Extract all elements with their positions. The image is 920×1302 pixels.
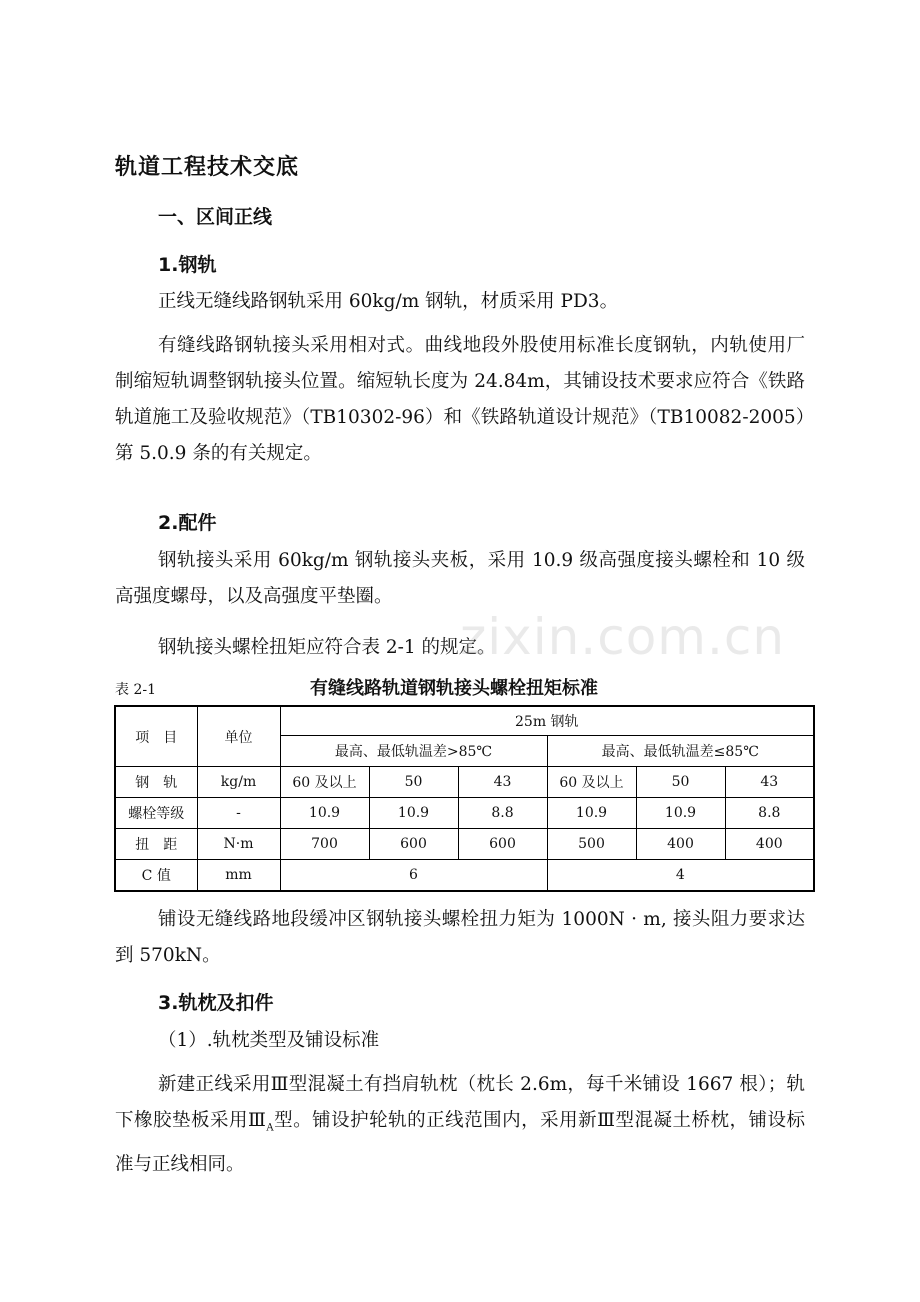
- header-unit: 单位: [197, 706, 280, 767]
- row-label: 螺栓等级: [115, 798, 197, 829]
- table-cell: 700: [280, 829, 369, 860]
- row-unit: -: [197, 798, 280, 829]
- paragraph-4: 钢轨接头螺栓扭矩应符合表 2-1 的规定。: [158, 637, 496, 658]
- table-caption: 有缝线路轨道钢轨接头螺栓扭矩标准: [310, 678, 598, 699]
- document-title: 轨道工程技术交底: [115, 155, 300, 180]
- paragraph-7-subscript: A: [266, 1122, 274, 1134]
- watermark: zixin.com.cn: [460, 608, 786, 666]
- table-cell: 60 及以上: [280, 767, 369, 798]
- table-cell: 50: [636, 767, 725, 798]
- paragraph-7-text: 新建正线采用Ⅲ型混凝土有挡肩轨枕（枕长 2.6m，每千米铺设 1667 根）；轨下橡胶垫板采用Ⅲ: [115, 1074, 805, 1131]
- row-unit: mm: [197, 860, 280, 892]
- table-cell: 43: [458, 767, 547, 798]
- row-unit: kg/m: [197, 767, 280, 798]
- row-label: C 值: [115, 860, 197, 892]
- paragraph-7-tail: 型。铺设护轮轨的正线范围内，采用新Ⅲ型混凝土桥枕，铺设标准与正线相同。: [115, 1110, 805, 1175]
- table-cell: 10.9: [547, 798, 636, 829]
- table-cell: 50: [369, 767, 458, 798]
- row-unit: N·m: [197, 829, 280, 860]
- subheading-fittings: 2.配件: [158, 512, 217, 534]
- header-group-le85: 最高、最低轨温差≤85℃: [547, 736, 814, 767]
- table-cell: 43: [725, 767, 814, 798]
- table-cell: 8.8: [725, 798, 814, 829]
- table-cell: 600: [458, 829, 547, 860]
- table-cell: 10.9: [636, 798, 725, 829]
- row-label: 扭 距: [115, 829, 197, 860]
- table-cell: 10.9: [369, 798, 458, 829]
- table-cell: 4: [547, 860, 814, 892]
- paragraph-7: [115, 1067, 805, 1183]
- table-cell: 400: [636, 829, 725, 860]
- paragraph-6: （1）.轨枕类型及铺设标准: [158, 1030, 380, 1051]
- subheading-sleepers: 3.轨枕及扣件: [158, 992, 274, 1014]
- paragraph-2: 有缝线路钢轨接头采用相对式。曲线地段外股使用标准长度钢轨，内轨使用厂制缩短轨调整钢轨接头位置。缩短轨长度为 24.84m，其铺设技术要求应符合《铁路轨道施工及验收规范》（TB10302-96）和《铁路轨道设计规范》（TB10082-2005）第 5.0.9 条的有关规定。: [115, 335, 805, 464]
- header-group-gt85: 最高、最低轨温差>85℃: [280, 736, 547, 767]
- table-cell: 10.9: [280, 798, 369, 829]
- subheading-rail: 1.钢轨: [158, 254, 217, 276]
- paragraph-3: 钢轨接头采用 60kg/m 钢轨接头夹板，采用 10.9 级高强度接头螺栓和 10 级高强度螺母，以及高强度平垫圈。: [115, 550, 805, 607]
- header-item: 项 目: [115, 706, 197, 767]
- row-label: 钢 轨: [115, 767, 197, 798]
- torque-table: [114, 705, 815, 892]
- table-number: 表 2-1: [115, 682, 156, 698]
- table-cell: 500: [547, 829, 636, 860]
- table-cell: 400: [725, 829, 814, 860]
- table-cell: 8.8: [458, 798, 547, 829]
- table-cell: 60 及以上: [547, 767, 636, 798]
- paragraph-5: 铺设无缝线路地段缓冲区钢轨接头螺栓扭力矩为 1000N · m, 接头阻力要求达到 570kN。: [115, 909, 805, 966]
- paragraph-1: 正线无缝线路钢轨采用 60kg/m 钢轨，材质采用 PD3。: [158, 291, 619, 312]
- section-heading: 一、区间正线: [158, 206, 273, 228]
- table-cell: 600: [369, 829, 458, 860]
- header-rail: 25m 钢轨: [280, 706, 814, 736]
- table-cell: 6: [280, 860, 547, 892]
